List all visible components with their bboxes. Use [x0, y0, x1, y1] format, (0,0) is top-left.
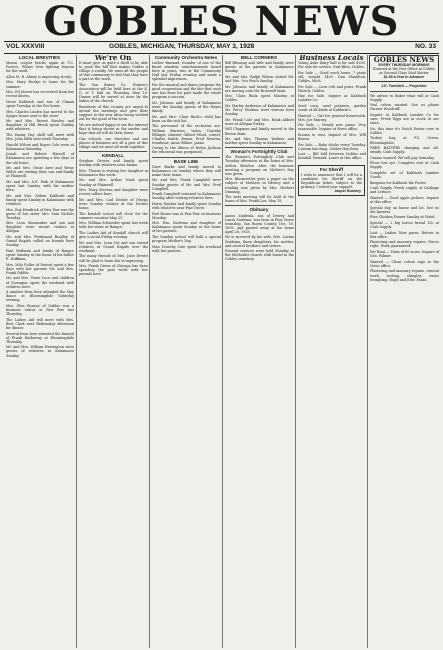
divider	[79, 151, 147, 152]
paragraph: We are indeed happy to see the interest that is being shown in the matter and hope that all will do their share.	[79, 122, 148, 136]
paragraph: Aaron Zuidema, son of Dewey and Laura Zuidema, was born in Pine Grove township, Van Buren County, Dec. 10, 1895, and passed away at his home April 28, 1928.	[225, 213, 294, 234]
dateline	[4, 41, 439, 54]
paragraph: Mrs. William Schroeder spent last week with her sister at Bangor.	[79, 221, 148, 230]
paragraph: Turkey hay, at F.S. Green, Bloomingdale.	[370, 136, 439, 145]
paragraph: Mrs. Bloomsetter gave a paper on the subject of Mothers in History and a reading was given by Mrs. Herbert Dunning.	[225, 177, 294, 194]
paragraph: FREE BATTERY charging and alt. steady. Cash Supply.	[370, 146, 439, 155]
sheriff-announcement	[298, 165, 365, 197]
publication-title: GOBLES NEWS	[373, 55, 435, 64]
business-locals-heading: Business Locals	[299, 55, 364, 62]
paragraph: Flour lost rye. Complete reel at Cash Supply.	[370, 161, 439, 170]
dateline-center: GOBLES, MICHIGAN, THURSDAY, MAY 3, 1928	[109, 43, 255, 50]
paragraph: Mr. and Mrs. William Herrington were guests of relatives in Kalamazoo Sunday.	[6, 345, 74, 358]
paragraph: Josiah and Robert Harrell of Kalamazoo are spending a few days at the old home.	[6, 152, 74, 165]
paragraph: Our schools, our churches and our places of business are all a part of this village and we must all work together.	[79, 136, 148, 149]
publication-line1: Entered at the Post Office at Gobles as Second Class Mail Matter	[373, 67, 435, 76]
paragraph: Mrs. Wm. Zuidema and daughter of Kalamazoo spent Sunday at the home of her parents.	[152, 221, 221, 234]
col1-paras	[4, 61, 75, 358]
divider	[225, 205, 293, 206]
paragraph: Special — 2 big loaves bread 15c at Cash Supply.	[370, 221, 439, 230]
paragraph: Veal calves wanted. See us phone Farmer Woodruff.	[370, 103, 439, 112]
paragraph: Rooms to rent. Inquire of Mrs. Will Brown.	[298, 133, 366, 142]
paragraph: The Sunday school will hold a special program Mother's Day.	[152, 235, 221, 244]
paragraph: Inquire at Kabbush Lumber Co for sure. Fresh Eggs are in stock at our store.	[370, 112, 439, 126]
paragraph: The personnel of the orchestra are: William Burrows, violin; Dorothy Ellinger, clarinet; Gilbert Wood, cornet; Charles Smith, drums; Fred Newton, trombone; Anna Wilkes, piano.	[152, 124, 221, 145]
base-line-heading: BASE LINE	[173, 158, 199, 164]
paragraph: A number from here attended the May dance at Bloomingdale Saturday evening.	[6, 290, 74, 303]
paragraph: Several from here attended the funeral of Frank Hathaway at Bloomingdale Thursday.	[6, 331, 74, 344]
paragraph: The Ladies Aid will meet with Mrs. Bert Clark next Wednesday afternoon for dinner.	[6, 317, 74, 330]
issue-number: NO. 33	[415, 43, 436, 50]
paragraph: Mrs. Mary Hoekje is home for the summer.	[6, 80, 74, 89]
paragraph: For the musical and dance program the good cooperation and the fact that each one has done his part made the whole program a success.	[152, 83, 221, 100]
column-4	[222, 55, 295, 648]
paragraph: The Kendall school will close for the summer vacation May 25.	[79, 211, 148, 220]
obituary-heading: Obituary	[249, 207, 269, 213]
paragraph: Cash Supply. Fresh supply of Cabbage and Lettuce.	[370, 186, 439, 195]
paragraph: Mr. and Mrs. Verne Luce and children of Dowagiac spent the weekend with relatives here.	[6, 276, 74, 289]
paragraph: For Sale — Baby chicks every Tuesday. Custom hatching. Gobles Hatchery.	[298, 142, 366, 151]
paragraph: For Rent — Farm of 80 acres. Inquire of Geo. Palmer.	[370, 250, 439, 259]
paragraph: Plastering and masonry repairs. Prices right. Work guaranteed.	[370, 240, 439, 249]
paragraph: Frank Campbell returned to Kalamazoo Sunday after visiting relatives here.	[152, 192, 221, 201]
publication-box	[369, 55, 439, 82]
paragraph: Onions wanted. We will pay Saturday.	[370, 155, 435, 160]
paragraph: Mrs. Clara Buck spent Monday at Gobles.	[225, 94, 294, 103]
paragraph: Mr. and Mrs. Clare Buck's child has been on the sick list.	[152, 114, 221, 123]
paragraph: The Ladies Aid of Kendall church will give a social Friday evening.	[79, 230, 148, 240]
paragraph: He is survived by his wife, Mrs. Lovina Zuidema, three daughters, his mother, and several brothers and sisters.	[225, 235, 294, 248]
editorial-heading: We're On	[94, 55, 132, 62]
paragraph: Lost — Ladies' blue purse. Return to this office.	[370, 230, 439, 239]
paragraph: For Sale — Good work horse, 7 years old, weight 1400. Dan Hamilton, Gobles, Mich.	[298, 70, 366, 83]
paragraph: Lost — Bill fold between Gobles and Kendall. Reward. Leave at this office.	[298, 152, 366, 161]
paragraph: Dave Burke and family moved to Kalamazoo on Sunday where they will make their home.	[152, 164, 221, 177]
paragraph: Seed corn, seed potatoes, garden seeds of all kinds at Kabbush's.	[298, 103, 366, 113]
paragraph: Mr. and Mrs. Thomas Walters and mother spent Sunday in Kalamazoo.	[225, 137, 294, 146]
orchestra-heading: Community Orchestra Notes	[154, 55, 218, 60]
paragraph: Mr. and Mrs. Frank Campbell were Sunday guests of Mr. and Mrs. Fred Campbell.	[152, 178, 221, 191]
columns	[4, 55, 439, 648]
paragraph: Mr. and Mrs. A.E. Park of Kalamazoo spent last Sunday with his mother here.	[6, 179, 74, 193]
divider	[370, 91, 438, 92]
paragraph: Mason cooper bricks again at T.C. Foote's, Wheat Vern lighting beacon for the vault.	[6, 61, 74, 74]
paragraph: Fine Chicken Dinner Sunday at Hotel.	[370, 215, 436, 220]
paragraph: Mrs. Ed Moore has recovered from her recent illness.	[6, 90, 74, 99]
publisher: J.E. Tweddell — Proprietor	[381, 84, 427, 89]
paragraph: Mrs. Roy Hendrick of Paw Paw was the guest of her sister Mrs. Sam Nichols Tuesday.	[6, 207, 74, 220]
paragraph: Harold Wilcox and Roger Cole were at Kalamazoo Saturday.	[6, 142, 74, 151]
paragraph: The Van Buren Co. Women's Association will be held here at the K. O. of T. hall on Thursday, May 10. Dinner will be served at noon by the ladies of the church.	[79, 83, 148, 104]
paragraph: Paul Huffman and family of Bangor spent Sunday at the home of his father E. Huffman.	[6, 248, 74, 262]
paragraph: The many friends of Mrs. Jane Dewitt will be glad to learn she is improving.	[79, 254, 148, 263]
paragraph: Mrs. Charles Linden has moved to the Spiger house next to the store.	[6, 109, 74, 118]
paragraph: Mr. and Mrs. Milton Kabbush and family spent Sunday in Kalamazoo with relatives.	[6, 193, 74, 206]
paragraph: Special buy on house and lot. See us the farmers.	[370, 205, 439, 214]
divider	[152, 157, 220, 158]
paragraph: Stephen Groves and family spent Sunday with relatives near Alamo.	[79, 159, 148, 168]
publication-subtitle: EVERY THURSDAY MORNING	[378, 63, 430, 68]
paragraph: Mrs. Leon Shoemaker and son and daughter were recent visitors at Allegan.	[6, 221, 74, 234]
paragraph: Allen M. R. Abney is improving slowly.	[6, 74, 72, 79]
kendall-heading: KENDALL	[102, 152, 124, 158]
sheriff-text: I wish to announce that I will be a candidate for Sheriff on the Republican ticket, subject to the primary. I solicit your support.	[301, 172, 362, 189]
column-5	[295, 55, 367, 648]
paragraph: Bill Blessing and wife and family were guests of his parents in Kalamazoo Sunday.	[225, 61, 294, 74]
column-3	[149, 55, 222, 648]
paragraph: Wanted — Clean cotton rags at the News office.	[370, 259, 439, 268]
paragraph: Harry Dunbar and family spent Sunday with relatives near Pine Grove.	[152, 201, 221, 210]
paragraph: The Woman's Fortnightly Club met Tuesday afternoon at the home of Mrs. Arthur Sheldon. After the business meeting a program on Mother's Day was given.	[225, 155, 294, 176]
paragraph: Mr. Johnson and family of Kalamazoo are moving onto the Brownell farm.	[225, 84, 294, 93]
paragraph: Mr. and Mrs. Arthur Nash spent Sunday at Plainwell.	[79, 178, 148, 187]
paragraph: Residents of this vicinity are urged to attend the meetings and give their support to the new ideas being worked out for the good of the town.	[79, 105, 148, 122]
paragraph: Mr. and Mrs. Leon Orr and son visited relatives at Grand Rapids over the weekend.	[79, 240, 148, 253]
paragraph: The next meeting will be held at the home of Mrs. Frank Lee, May 15.	[225, 195, 294, 204]
paragraph: Mr. and Mrs. Oscar Aver and Verne Welch are visiting their son and family at Plainwell.	[6, 166, 74, 179]
paragraph: Mrs. Thorne is visiting her daughter in Kalamazoo this week.	[79, 168, 148, 177]
paragraph: Hay for Sale. Inquire at Kabbush Lumber Co.	[298, 94, 366, 103]
local-brevities-heading: LOCAL BREVITIES	[18, 55, 61, 60]
column-2	[76, 55, 149, 648]
divider	[225, 147, 293, 148]
paragraph: Mr. and Mrs. Ralph Wilson visited Mr. and Mrs. Ora Finch Sunday.	[225, 74, 294, 83]
paragraph: It must give us quite a thrill to be able to push the bill that makes Gobles a village a reality. We want all the people of this community to feel that they have a part in the work.	[79, 61, 148, 82]
paragraph: Verne Kabbush and son of Climax spent Tuesday at the Poe home.	[6, 99, 74, 108]
paragraph: Young Ashe Dairy bull is for sale $200. For sale for service. Earl Bliss, Gobles.	[298, 61, 366, 70]
paragraph: The Danny Day shell will meet with Mrs. Julia Mills next week Thursday.	[6, 133, 74, 142]
paragraph: Will Chapman and family moved to the Brown farm.	[225, 127, 294, 136]
paragraph: Bargains for Kabbush the Foster.	[370, 180, 427, 185]
paragraph: Mr. Harley Anderson of Kalamazoo and Mr. Percy Hoskins were visitors here Sunday.	[225, 103, 294, 117]
paragraph: Plastering and masonry repairs, cement work, roofing, shingles, eaves troughing. Hugh and Edw. Fasan.	[370, 269, 439, 282]
bell-corners-heading: BELL CORNERS	[240, 55, 278, 60]
paragraph: Funeral services were held Monday at the Methodist church with burial in the Gobles cemetery.	[225, 249, 294, 262]
paragraph: Mr. and Mrs. Ferdinand Bradley of Grand Rapids called on friends here Sunday.	[6, 235, 74, 248]
sheriff-signature: Jasper Bunkley	[334, 189, 361, 194]
sheriff-heading: For Sheriff	[319, 166, 344, 172]
paragraph: Mr. and Mrs. Ernest Hawley and daughter of Hill Brook spent Sunday with relatives.	[6, 119, 74, 132]
column-6	[367, 55, 440, 648]
paragraph: Wanted — Girl for general housework. Mrs. Joe Murray.	[298, 113, 366, 122]
paragraph: Mr. Johnson and family of Kalamazoo were the Sunday guests of the Hayes family.	[152, 100, 221, 114]
paragraph: For Sale — Corn crib and posts. Frank Patrick, Gobles.	[298, 84, 366, 93]
paragraph: Wanted — Good apple pickers. Inquire at this office.	[370, 196, 439, 205]
paragraph: Miss Dorothy Cole spent the weekend with her parents.	[152, 244, 221, 253]
fortnightly-club-heading: Woman's Fortnightly Club	[230, 149, 288, 155]
publication-line2: $1.50 a Year in Advance	[383, 75, 425, 80]
paragraph: Complete set of Kabbush Lumber Goods.	[370, 171, 439, 180]
paragraph: Mrs. Glen Bourne of Gobles was a business visitor at Paw Paw last Thursday.	[6, 303, 74, 317]
column-1	[4, 55, 75, 648]
paragraph: Mr. and Mrs. Carl Decker of Otsego were Sunday visitors at the Decker home.	[79, 197, 148, 210]
paragraph: No, this time it's Dutch Easter ever to Gobles.	[370, 126, 439, 135]
paragraph: Luther Barnard, founder of one of the finest amateur entertainments heard here in years, was at the Community Hall last Friday evening and made a splendid impression.	[152, 61, 221, 82]
masthead: GOBLES NEWS	[43, 0, 400, 45]
paragraph: Owing to the illness of Helen Jackson the rehearsal was postponed.	[152, 146, 221, 155]
volume: VOL XXXVIII	[6, 43, 45, 50]
paragraph: Earl Boone was at Paw Paw on business Monday.	[152, 211, 221, 220]
paragraph: Mrs. Mary Stevens and daughter were recent callers here.	[79, 188, 148, 197]
paragraph: We advise to Baker what will at Cash Supply.	[370, 93, 439, 102]
paragraph: Mrs. Frank Green of Chicago has been spending the past week with her parents here.	[79, 264, 148, 277]
paragraph: Mr. Frank Cole and Mrs. Hank Abbott were at Allegan Friday.	[225, 117, 294, 126]
paragraph: Mrs. Milo Fuller of Detroit spent a few days with her parents Mr. and Mrs. Frank Dibble.	[6, 262, 74, 275]
paragraph: For Sale — Nearly new piano. Very reasonable. Inquire at News office.	[298, 123, 366, 132]
